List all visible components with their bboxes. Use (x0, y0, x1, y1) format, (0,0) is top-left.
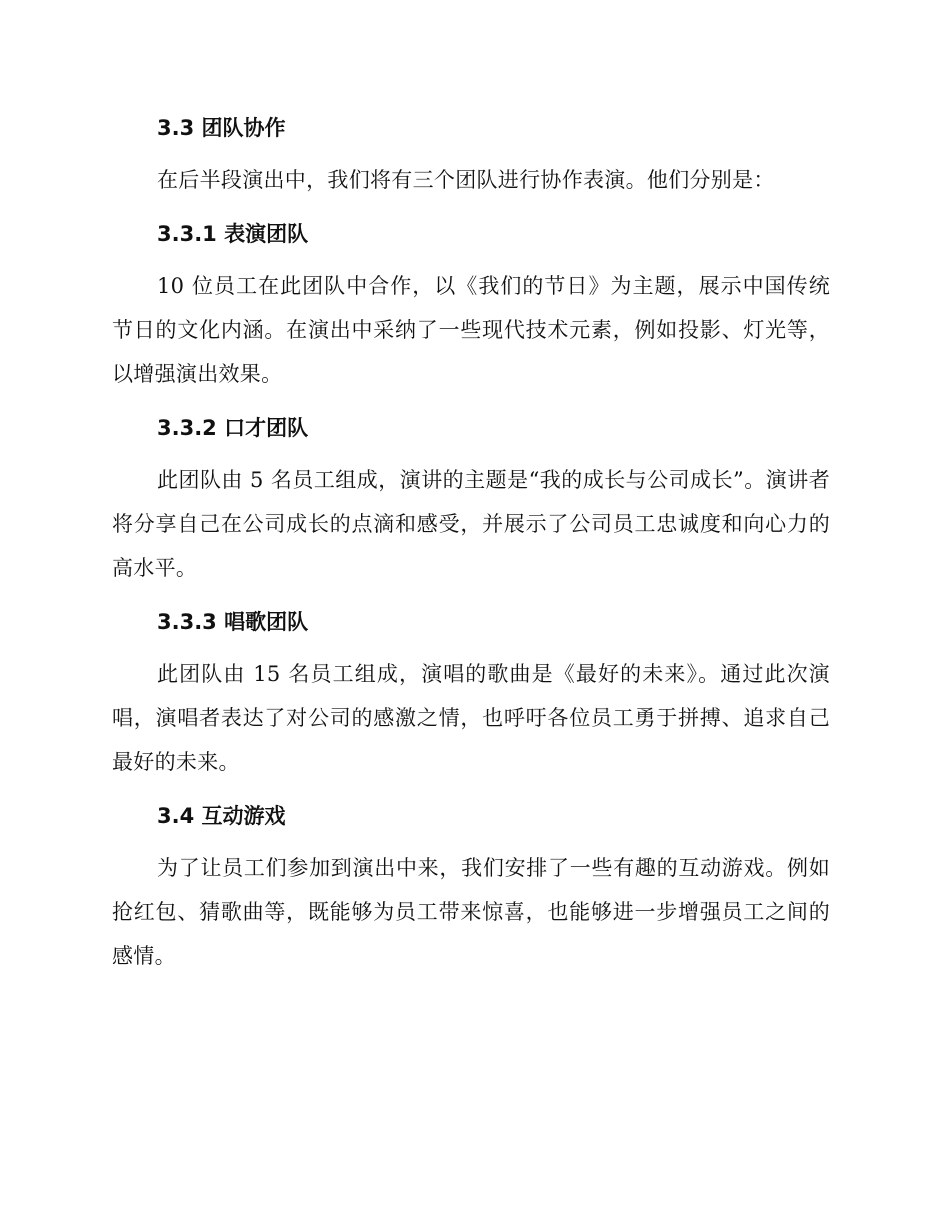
section-paragraph-3-4: 为了让员工们参加到演出中来，我们安排了一些有趣的互动游戏。例如抢红包、猜歌曲等，既能够为员工带来惊喜，也能够进一步增强员工之间的感情。 (112, 856, 830, 968)
section-heading-3-4: 3.4 互动游戏 (157, 804, 286, 828)
section-paragraph-3-3-2: 此团队由 5 名员工组成，演讲的主题是“我的成长与公司成长”。演讲者将分享自己在公司成长的点滴和感受，并展示了公司员工忠诚度和向心力的高水平。 (112, 468, 830, 580)
section-heading-3-3: 3.3 团队协作 (157, 116, 286, 140)
section-paragraph-3-3-1: 10 位员工在此团队中合作，以《我们的节日》为主题，展示中国传统节日的文化内涵。在演出中采纳了一些现代技术元素，例如投影、灯光等，以增强演出效果。 (112, 274, 830, 386)
section-heading-3-3-1: 3.3.1 表演团队 (157, 222, 309, 246)
section-paragraph-3-3: 在后半段演出中，我们将有三个团队进行协作表演。他们分别是： (157, 168, 775, 192)
section-heading-3-3-2: 3.3.2 口才团队 (157, 416, 309, 440)
section-paragraph-3-3-3: 此团队由 15 名员工组成，演唱的歌曲是《最好的未来》。通过此次演唱，演唱者表达了对公司的感激之情，也呼吁各位员工勇于拼搏、追求自己最好的未来。 (112, 662, 830, 774)
document-content (112, 108, 830, 978)
section-heading-3-3-3: 3.3.3 唱歌团队 (157, 610, 309, 634)
